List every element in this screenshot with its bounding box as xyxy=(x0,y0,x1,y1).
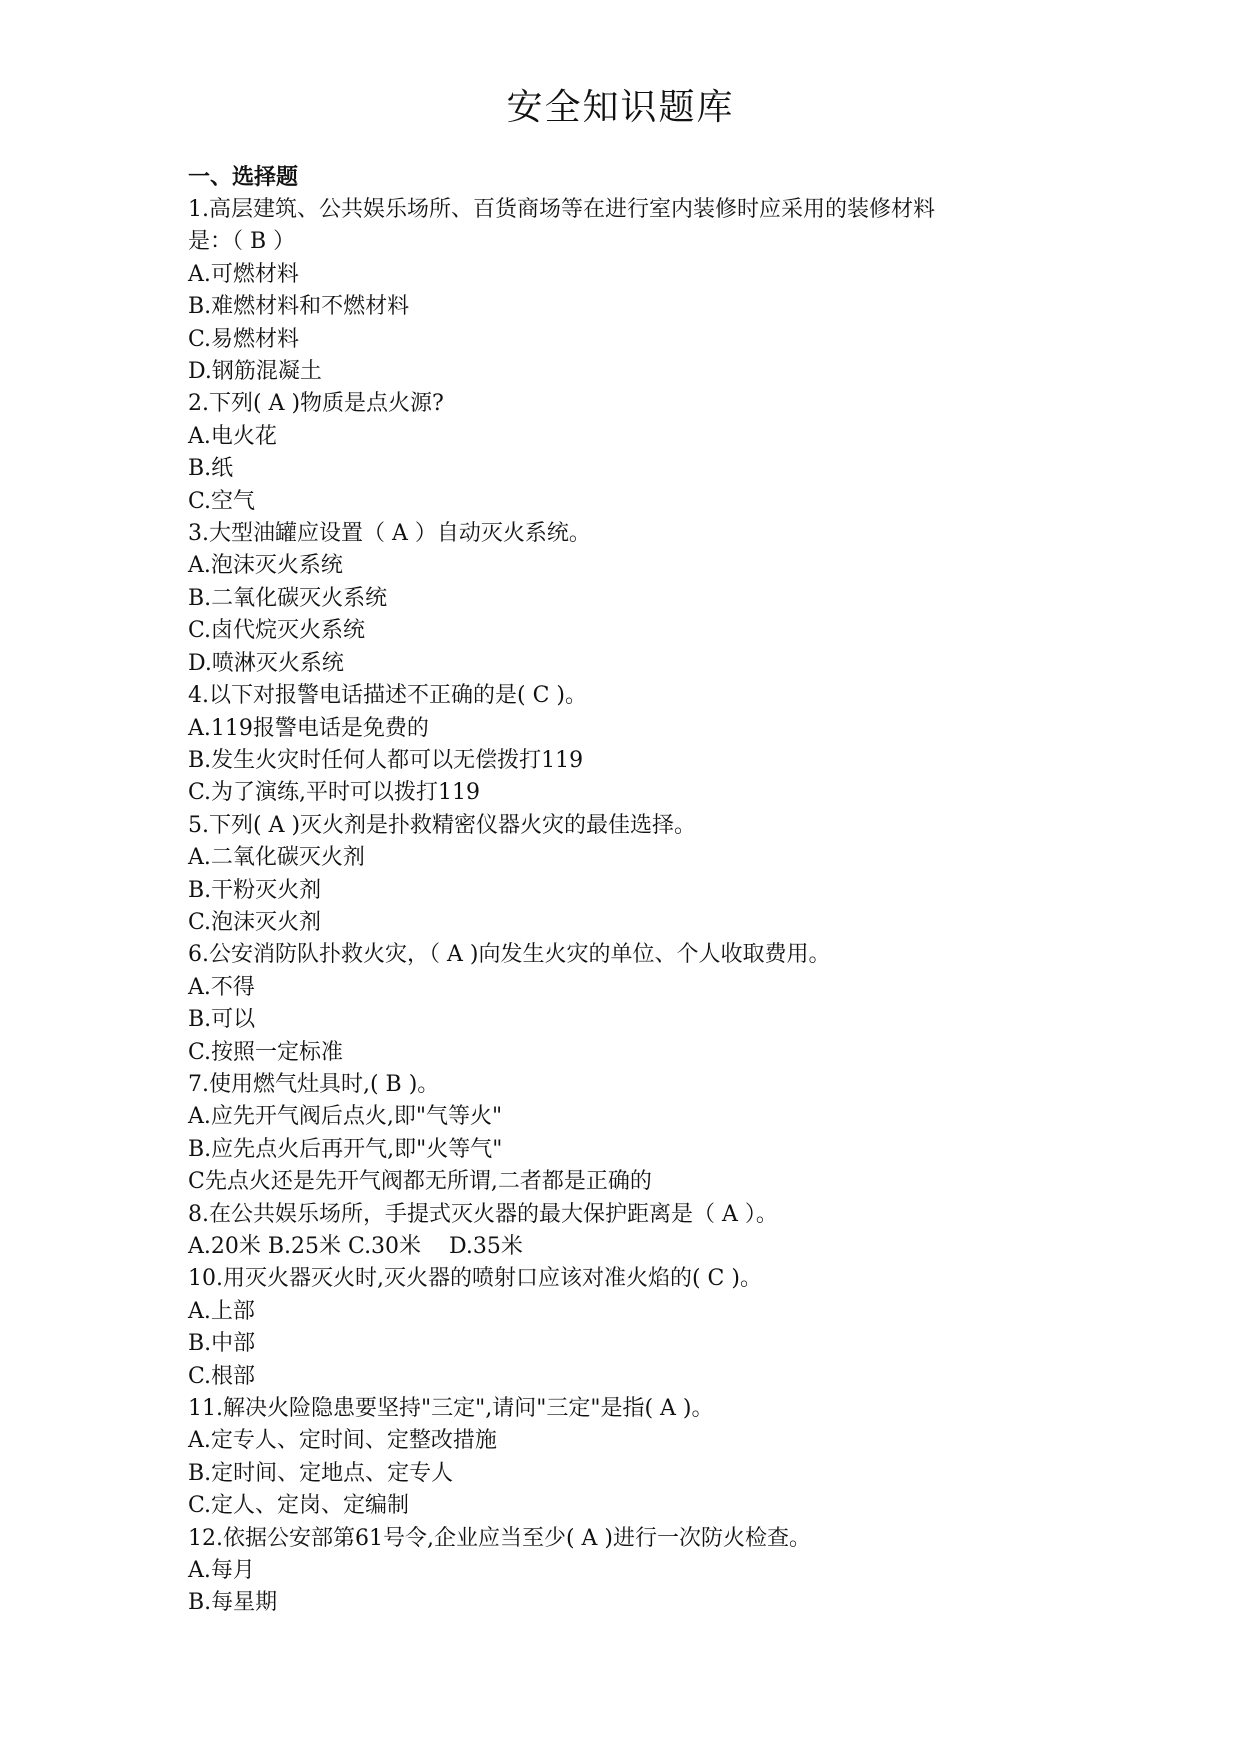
answer-option: A.每月 xyxy=(188,1558,255,1584)
question-block xyxy=(188,518,1068,680)
answer-option: B.难燃材料和不燃材料 xyxy=(188,294,410,320)
question-text: 是：（ B ） xyxy=(188,229,296,255)
question-text: 7.使用燃气灶具时,( B )。 xyxy=(188,1071,440,1097)
answer-option: A.20米 B.25米 C.30米 D.35米 xyxy=(188,1234,523,1259)
answer-option: A.泡沫灭火系统 xyxy=(188,553,343,579)
question-block xyxy=(188,680,1068,810)
answer-option: A.二氧化碳灭火剂 xyxy=(188,845,365,871)
answer-option: A.不得 xyxy=(188,974,255,1000)
answer-option: B.可以 xyxy=(188,1007,256,1033)
answer-option: A.应先开气阀后点火,即"气等火" xyxy=(188,1104,503,1130)
answer-option: C.空气 xyxy=(188,488,256,514)
answer-option: B.应先点火后再开气,即"火等气" xyxy=(188,1136,503,1162)
answer-option: A.可燃材料 xyxy=(188,261,299,287)
question-block xyxy=(188,1069,1068,1199)
question-text: 1.高层建筑、公共娱乐场所、百货商场等在进行室内装修时应采用的装修材料 xyxy=(188,197,935,222)
question-text: 6.公安消防队扑救火灾，（ A )向发生火灾的单位、个人收取费用。 xyxy=(188,942,831,968)
answer-option: C.易燃材料 xyxy=(188,326,300,352)
question-block xyxy=(188,1199,1068,1264)
question-text: 3.大型油罐应设置（ A ）自动灭火系统。 xyxy=(188,521,591,547)
question-text: 5.下列( A )灭火剂是扑救精密仪器火灾的最佳选择。 xyxy=(188,812,697,838)
answer-option: B.定时间、定地点、定专人 xyxy=(188,1460,454,1486)
answer-option: B.发生火灾时任何人都可以无偿拨打119 xyxy=(188,747,584,773)
answer-option: C.按照一定标准 xyxy=(188,1039,344,1065)
answer-option: C先点火还是先开气阀都无所谓,二者都是正确的 xyxy=(188,1169,652,1195)
question-block xyxy=(188,1393,1068,1523)
document-title: 安全知识题库 xyxy=(506,87,735,128)
answer-option: B.干粉灭火剂 xyxy=(188,877,322,903)
answer-option: C.定人、定岗、定编制 xyxy=(188,1493,410,1519)
answer-option: B.每星期 xyxy=(188,1590,278,1616)
question-block xyxy=(188,388,1068,518)
question-block xyxy=(188,1523,1068,1620)
question-text: 4.以下对报警电话描述不正确的是( C )。 xyxy=(188,683,587,709)
question-text: 10.用灭火器灭火时,灭火器的喷射口应该对准火焰的( C )。 xyxy=(188,1266,762,1292)
document-body xyxy=(188,162,1068,1620)
question-text: 2.下列( A )物质是点火源? xyxy=(188,391,444,417)
answer-option: A.上部 xyxy=(188,1298,255,1324)
question-list xyxy=(188,194,1068,1620)
answer-option: C.泡沫灭火剂 xyxy=(188,909,322,935)
answer-option: C.为了演练,平时可以拨打119 xyxy=(188,780,481,806)
answer-option: A.119报警电话是免费的 xyxy=(188,715,429,741)
answer-option: B.中部 xyxy=(188,1331,256,1357)
answer-option: A.电火花 xyxy=(188,423,277,449)
answer-option: A.定专人、定时间、定整改措施 xyxy=(188,1428,497,1454)
answer-option: C.根部 xyxy=(188,1363,256,1389)
question-block xyxy=(188,1263,1068,1393)
answer-option: D.喷淋灭火系统 xyxy=(188,650,344,676)
question-text: 12.依据公安部第61号令,企业应当至少( A )进行一次防火检查。 xyxy=(188,1525,812,1551)
question-block xyxy=(188,939,1068,1069)
question-block xyxy=(188,194,1068,388)
answer-option: B.纸 xyxy=(188,456,234,482)
answer-option: D.钢筋混凝土 xyxy=(188,359,322,385)
answer-option: C.卤代烷灭火系统 xyxy=(188,618,366,644)
question-text: 11.解决火险隐患要坚持"三定",请问"三定"是指( A )。 xyxy=(188,1396,714,1422)
section-heading: 一、选择题 xyxy=(188,165,299,190)
question-block xyxy=(188,810,1068,940)
answer-option: B.二氧化碳灭火系统 xyxy=(188,585,388,611)
question-text: 8.在公共娱乐场所，手提式灭火器的最大保护距离是（ A ）。 xyxy=(188,1201,778,1227)
